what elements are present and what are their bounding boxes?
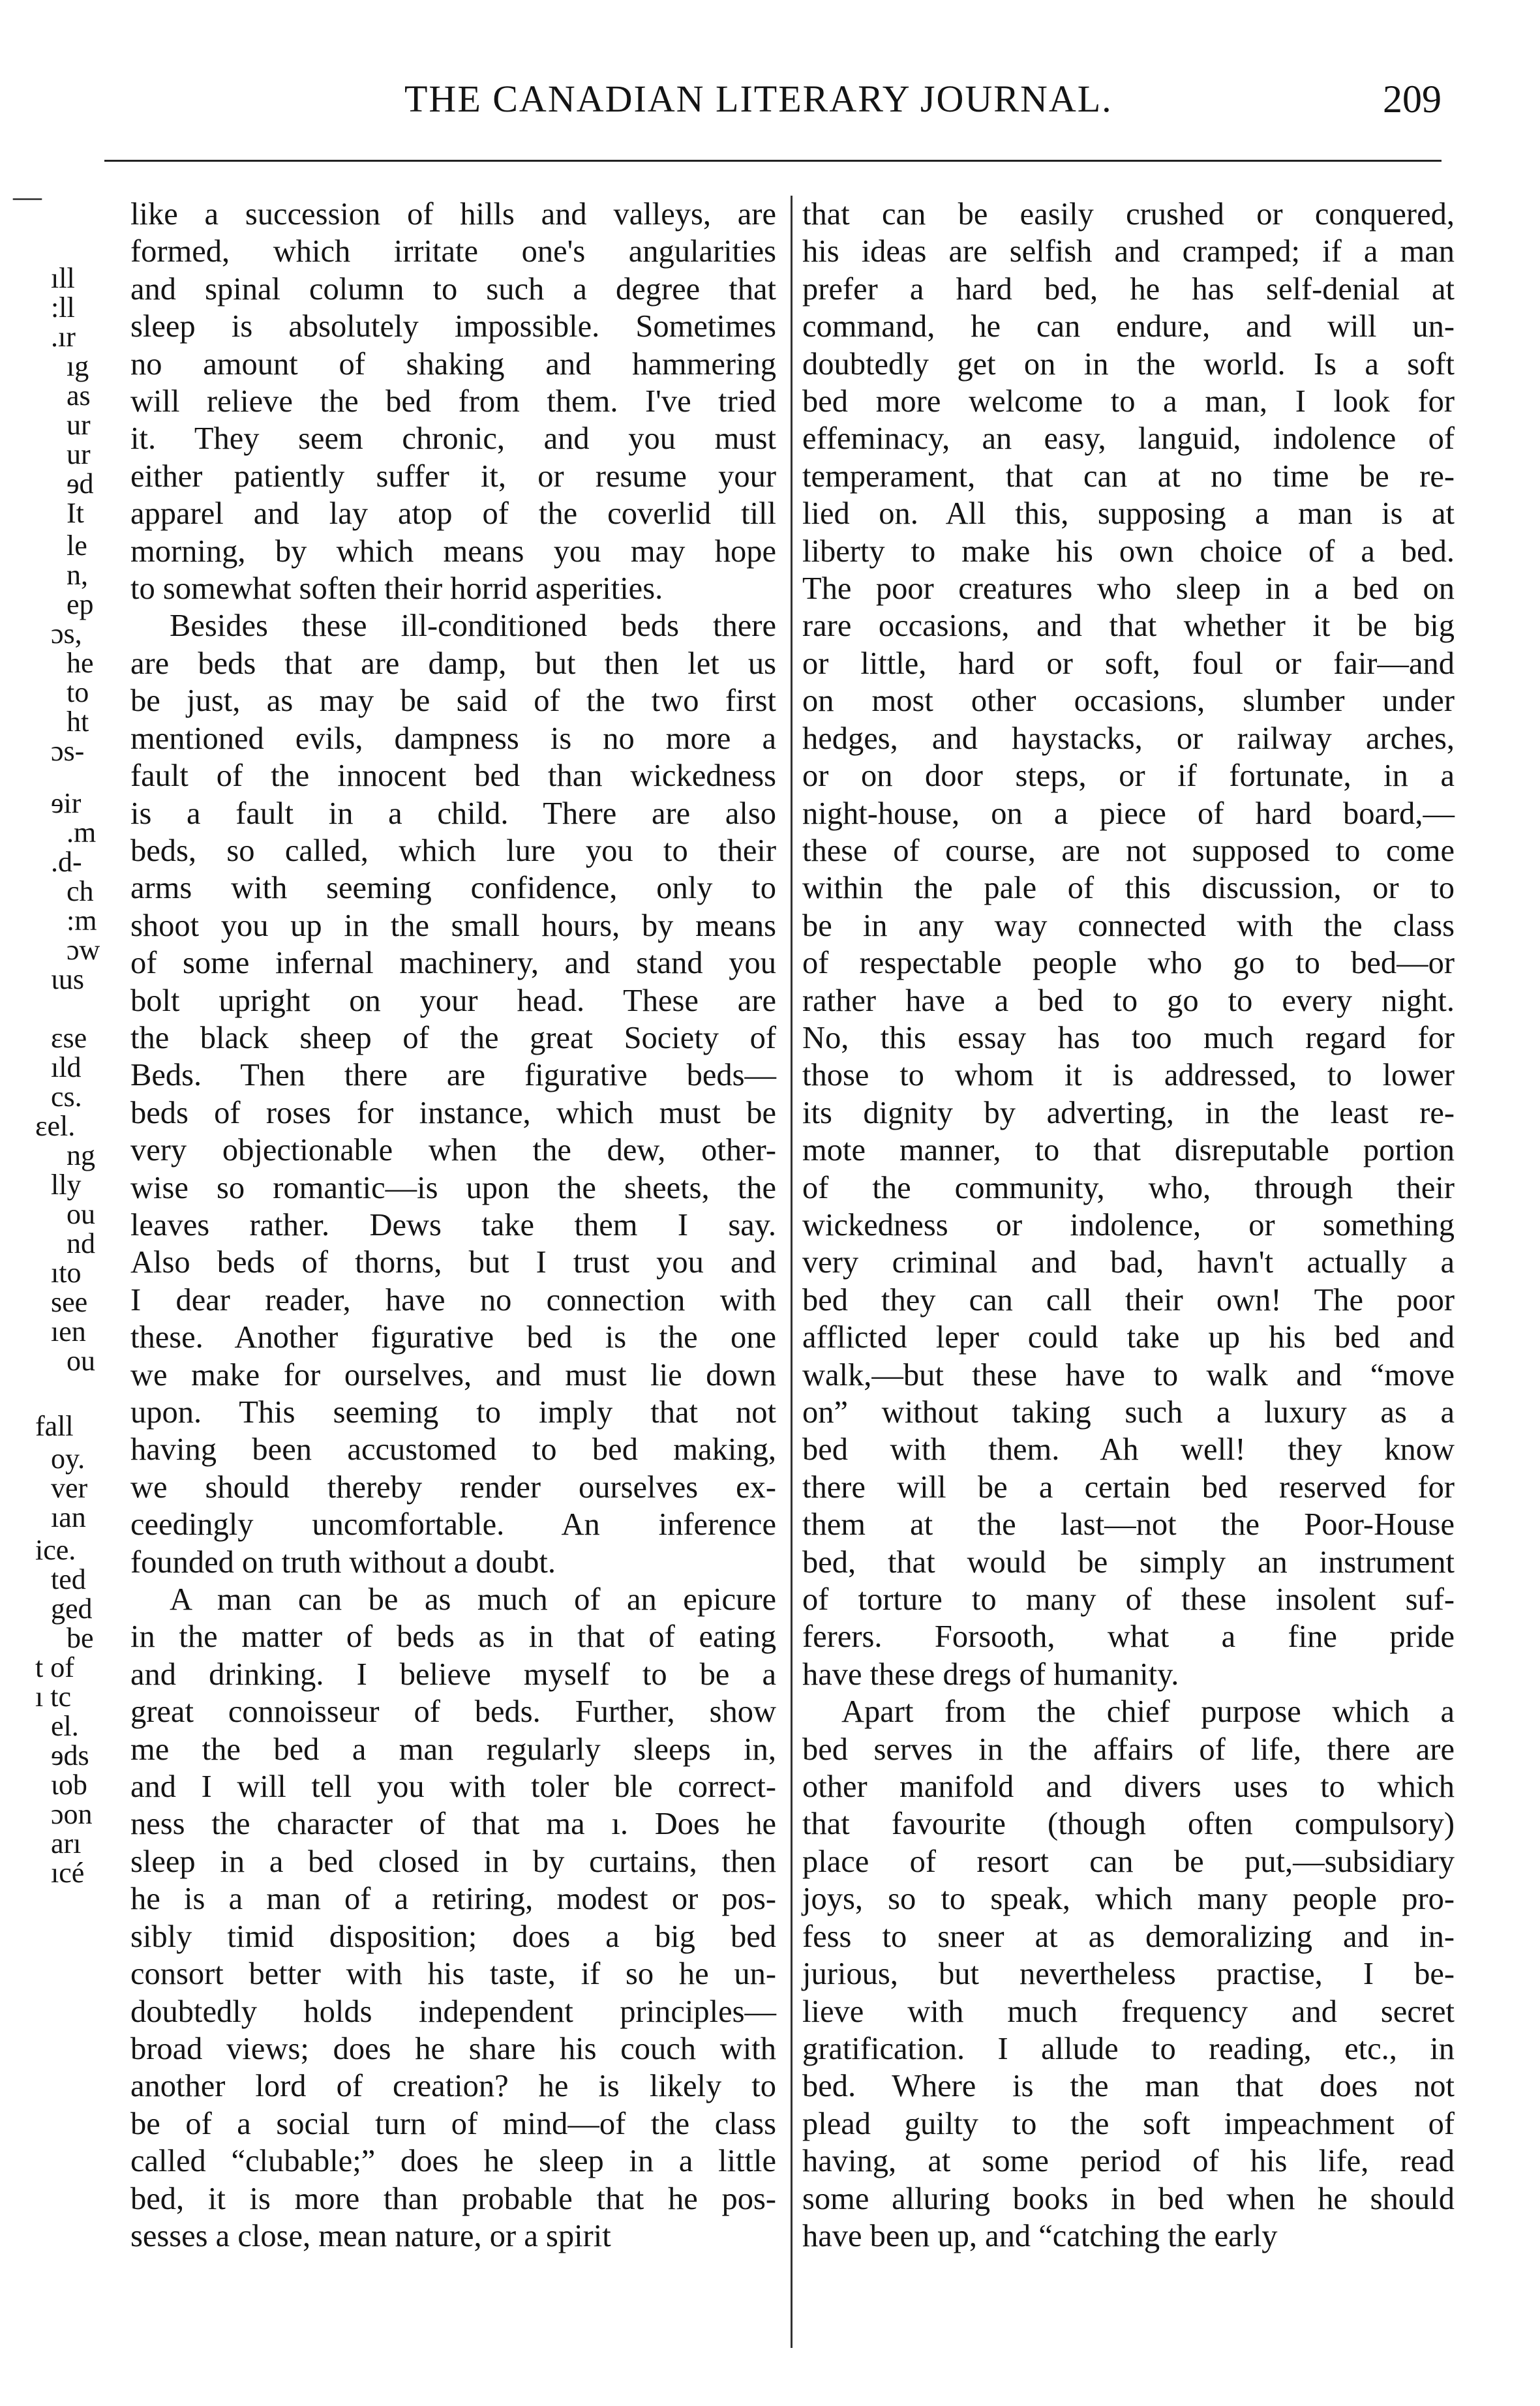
journal-title: THE CANADIAN LITERARY JOURNAL. [404, 78, 1113, 120]
text-line: ceedingly uncomfortable. An inference [130, 1507, 776, 1542]
text-line: mote manner, to that disreputable portion [802, 1133, 1455, 1168]
margin-fragment: ɘd [67, 468, 94, 500]
text-line: rare occasions, and that whether it be big [802, 609, 1455, 644]
margin-fragment: he [67, 647, 94, 679]
article-column-right [802, 196, 1455, 2255]
text-line: its dignity by adverting, in the least re- [802, 1095, 1455, 1130]
margin-fragment: ıg [67, 350, 89, 382]
text-line: bed with them. Ah well! they know [802, 1432, 1455, 1467]
text-line: me the bed a man regularly sleeps in, [130, 1732, 776, 1767]
margin-fragment: oy. [51, 1443, 85, 1475]
margin-fragment: ɘir [51, 787, 82, 819]
text-line: the black sheep of the great Society of [130, 1020, 776, 1055]
margin-fragment: as [67, 380, 91, 412]
page-number: 209 [1383, 78, 1442, 121]
text-line: lied on. All this, supposing a man is at [802, 496, 1455, 532]
margin-fragment: ɔs, [51, 618, 82, 650]
text-line: that favourite (though often compulsory) [802, 1807, 1455, 1842]
margin-fragment: to [67, 676, 89, 708]
text-line: Also beds of thorns, but I trust you and [130, 1245, 776, 1280]
text-line: have been up, and “catching the early [802, 2218, 1278, 2253]
text-line: place of resort can be put,—subsidiary [802, 1844, 1455, 1879]
margin-fragment: ht [67, 706, 89, 738]
text-line: prefer a hard bed, he has self-denial at [802, 271, 1455, 307]
margin-fragment: .ır [51, 321, 76, 353]
text-line: some alluring books in bed when he should [802, 2181, 1455, 2216]
margin-fragment: .m [67, 817, 97, 849]
text-line: bolt upright on your head. These are [130, 983, 776, 1018]
text-line: sleep in a bed closed in by curtains, then [130, 1844, 776, 1879]
text-line: ness the character of that ma ı. Does he [130, 1807, 776, 1842]
margin-fragment: :m [67, 905, 97, 937]
text-line: that can be easily crushed or conquered, [802, 197, 1455, 232]
text-line: leaves rather. Dews take them I say. [130, 1207, 776, 1242]
margin-fragment: ice. [35, 1534, 76, 1566]
margin-fragment: :ll [51, 292, 75, 323]
margin-fragment: ıan [51, 1501, 86, 1533]
margin-fragment: — [13, 181, 42, 213]
margin-fragment: ep [67, 588, 94, 620]
margin-fragment: ng [67, 1139, 95, 1171]
text-line: mentioned evils, dampness is no more a [130, 721, 776, 756]
text-line: have these dregs of humanity. [802, 1657, 1179, 1692]
text-line: founded on truth without a doubt. [130, 1544, 556, 1580]
text-line: bed. Where is the man that does not [802, 2069, 1455, 2104]
margin-fragment: ch [67, 875, 94, 907]
margin-fragment: ou [67, 1198, 95, 1230]
text-line: of the community, who, through their [802, 1170, 1455, 1205]
left-margin-fragments [0, 163, 104, 2381]
text-line: be just, as may be said of the two first [130, 684, 776, 719]
margin-fragment: ıto [51, 1257, 82, 1289]
text-line: sleep is absolutely impossible. Sometimes [130, 309, 776, 344]
text-line: beds of roses for instance, which must be [130, 1095, 776, 1130]
margin-fragment: It [67, 497, 84, 529]
text-line: and drinking. I believe myself to be a [130, 1657, 776, 1692]
text-line: of respectable people who go to bed—or [802, 946, 1455, 981]
text-line: The poor creatures who sleep in a bed on [802, 571, 1455, 607]
header-rule [104, 160, 1442, 162]
text-line: plead guilty to the soft impeachment of [802, 2106, 1455, 2141]
text-line: beds, so called, which lure you to their [130, 833, 776, 868]
margin-fragment: ıen [51, 1316, 86, 1347]
margin-fragment: el. [51, 1710, 79, 1742]
text-line: Beds. Then there are figurative beds— [130, 1058, 776, 1093]
margin-fragment: ged [51, 1593, 93, 1625]
margin-fragment: arı [51, 1827, 82, 1859]
text-line: great connoisseur of beds. Further, show [130, 1694, 776, 1730]
margin-fragment: ted [51, 1563, 86, 1595]
margin-fragment: see [51, 1286, 88, 1318]
margin-fragment: ɩus [51, 963, 84, 995]
text-line: on” without taking such a luxury as a [802, 1395, 1455, 1430]
margin-fragment: ur [67, 438, 91, 470]
text-line: consort better with his taste, if so he un- [130, 1957, 776, 1992]
text-line: I dear reader, have no connection with [130, 1282, 776, 1317]
margin-fragment: .d- [51, 846, 82, 878]
margin-fragment: ı tc [35, 1681, 71, 1713]
text-line: another lord of creation? he is likely to [130, 2069, 776, 2104]
text-line: called “clubable;” does he sleep in a little [130, 2144, 776, 2179]
text-line: very objectionable when the dew, other- [130, 1133, 776, 1168]
text-line: Apart from the chief purpose which a [841, 1694, 1455, 1730]
text-line: bed more welcome to a man, I look for [802, 384, 1455, 419]
margin-fragment: cs. [51, 1081, 82, 1113]
text-line: these. Another figurative bed is the one [130, 1320, 776, 1355]
text-line: lieve with much frequency and secret [802, 1994, 1455, 2029]
text-line: doubtedly holds independent principles— [130, 1994, 776, 2029]
text-line: or on door steps, or if fortunate, in a [802, 759, 1455, 794]
margin-fragment: ɔs- [51, 735, 85, 767]
text-line: are beds that are damp, but then let us [130, 646, 776, 681]
text-line: he is a man of a retiring, modest or pos- [130, 1882, 776, 1917]
margin-fragment: ıll [51, 262, 75, 294]
margin-fragment: ɛse [51, 1022, 87, 1054]
margin-fragment: ıld [51, 1051, 82, 1083]
text-line: liberty to make his own choice of a bed. [802, 534, 1455, 569]
text-line: bed serves in the affairs of life, there are [802, 1732, 1455, 1767]
text-line: fault of the innocent bed than wickedness [130, 759, 776, 794]
text-line: other manifold and divers uses to which [802, 1769, 1455, 1805]
text-line: wickedness or indolence, or something [802, 1207, 1455, 1242]
margin-fragment: lly [51, 1169, 82, 1201]
margin-fragment: ou [67, 1345, 95, 1377]
text-line: we make for ourselves, and must lie down [130, 1357, 776, 1392]
margin-fragment: ver [51, 1472, 88, 1504]
text-line: apparel and lay atop of the coverlid till [130, 496, 776, 532]
text-line: in the matter of beds as in that of eating [130, 1619, 776, 1655]
text-line: and I will tell you with toler ble correct- [130, 1769, 776, 1805]
text-line: bed, it is more than probable that he pos- [130, 2181, 776, 2216]
text-line: sibly timid disposition; does a big bed [130, 1919, 776, 1954]
text-line: or little, hard or soft, foul or fair—and [802, 646, 1455, 681]
text-line: afflicted leper could take up his bed and [802, 1320, 1455, 1355]
margin-fragment: ur [67, 409, 91, 441]
text-line: having been accustomed to bed making, [130, 1432, 776, 1467]
text-line: wise so romantic—is upon the sheets, the [130, 1170, 776, 1205]
text-line: morning, by which means you may hope [130, 534, 776, 569]
text-line: to somewhat soften their horrid asperities. [130, 571, 663, 607]
text-line: them at the last—not the Poor-House [802, 1507, 1455, 1542]
text-line: fess to sneer at as demoralizing and in- [802, 1919, 1455, 1954]
text-line: of some infernal machinery, and stand you [130, 946, 776, 981]
text-line: there will be a certain bed reserved for [802, 1469, 1455, 1505]
margin-fragment: nd [67, 1227, 95, 1259]
text-line: we should thereby render ourselves ex- [130, 1469, 776, 1505]
text-line: effeminacy, an easy, languid, indolence of [802, 421, 1455, 457]
text-line: rather have a bed to go to every night. [802, 983, 1455, 1018]
text-line: within the pale of this discussion, or to [802, 871, 1455, 906]
text-line: broad views; does he share his couch with [130, 2031, 776, 2066]
text-line: his ideas are selfish and cramped; if a man [802, 234, 1455, 269]
text-line: A man can be as much of an epicure [170, 1582, 776, 1617]
text-line: will relieve the bed from them. I've tried [130, 384, 776, 419]
margin-fragment: ɔon [51, 1798, 93, 1830]
margin-fragment: le [67, 530, 87, 562]
margin-fragment: ɘds [51, 1739, 89, 1771]
margin-fragment: ɛel. [35, 1110, 76, 1142]
text-line: be in any way connected with the class [802, 908, 1455, 943]
text-line: jurious, but nevertheless practise, I be- [802, 1957, 1455, 1992]
margin-fragment: n, [67, 559, 88, 591]
text-line: hedges, and haystacks, or railway arches, [802, 721, 1455, 756]
text-line: gratification. I allude to reading, etc., in [802, 2031, 1455, 2066]
text-line: either patiently suffer it, or resume your [130, 459, 776, 494]
text-line: command, he can endure, and will un- [802, 309, 1455, 344]
text-line: arms with seeming confidence, only to [130, 871, 776, 906]
article-column-left [130, 196, 776, 2255]
text-line: those to whom it is addressed, to lower [802, 1058, 1455, 1093]
margin-fragment: fall [35, 1410, 74, 1442]
text-line: having, at some period of his life, read [802, 2144, 1455, 2179]
text-line: be of a social turn of mind—of the class [130, 2106, 776, 2141]
text-line: these of course, are not supposed to come [802, 833, 1455, 868]
text-line: upon. This seeming to imply that not [130, 1395, 776, 1430]
text-line: ferers. Forsooth, what a fine pride [802, 1619, 1455, 1655]
text-line: formed, which irritate one's angularities [130, 234, 776, 269]
text-line: and spinal column to such a degree that [130, 271, 776, 307]
text-line: night-house, on a piece of hard board,— [802, 796, 1455, 831]
text-line: bed, that would be simply an instrument [802, 1544, 1455, 1580]
text-line: of torture to many of these insolent suf- [802, 1582, 1455, 1617]
page-header [0, 0, 1540, 157]
margin-fragment: ɔw [67, 934, 100, 966]
text-line: on most other occasions, slumber under [802, 684, 1455, 719]
margin-fragment: ıcé [51, 1857, 85, 1889]
text-line: no amount of shaking and hammering [130, 346, 776, 382]
text-line: it. They seem chronic, and you must [130, 421, 776, 457]
text-line: No, this essay has too much regard for [802, 1020, 1455, 1055]
margin-fragment: ɩob [51, 1769, 87, 1801]
text-line: walk,—but these have to walk and “move [802, 1357, 1455, 1392]
text-line: like a succession of hills and valleys, are [130, 197, 776, 232]
margin-fragment: be [67, 1622, 94, 1654]
text-line: bed they can call their own! The poor [802, 1282, 1455, 1317]
text-line: is a fault in a child. There are also [130, 796, 776, 831]
text-line: sesses a close, mean nature, or a spirit [130, 2218, 611, 2253]
text-line: very criminal and bad, havn't actually a [802, 1245, 1455, 1280]
text-line: shoot you up in the small hours, by means [130, 908, 776, 943]
text-line: joys, so to speak, which many people pro- [802, 1882, 1455, 1917]
column-divider [791, 196, 793, 2348]
text-line: doubtedly get on in the world. Is a soft [802, 346, 1455, 382]
text-line: temperament, that can at no time be re- [802, 459, 1455, 494]
margin-fragment: t of [35, 1651, 74, 1683]
text-line: Besides these ill-conditioned beds there [170, 609, 776, 644]
